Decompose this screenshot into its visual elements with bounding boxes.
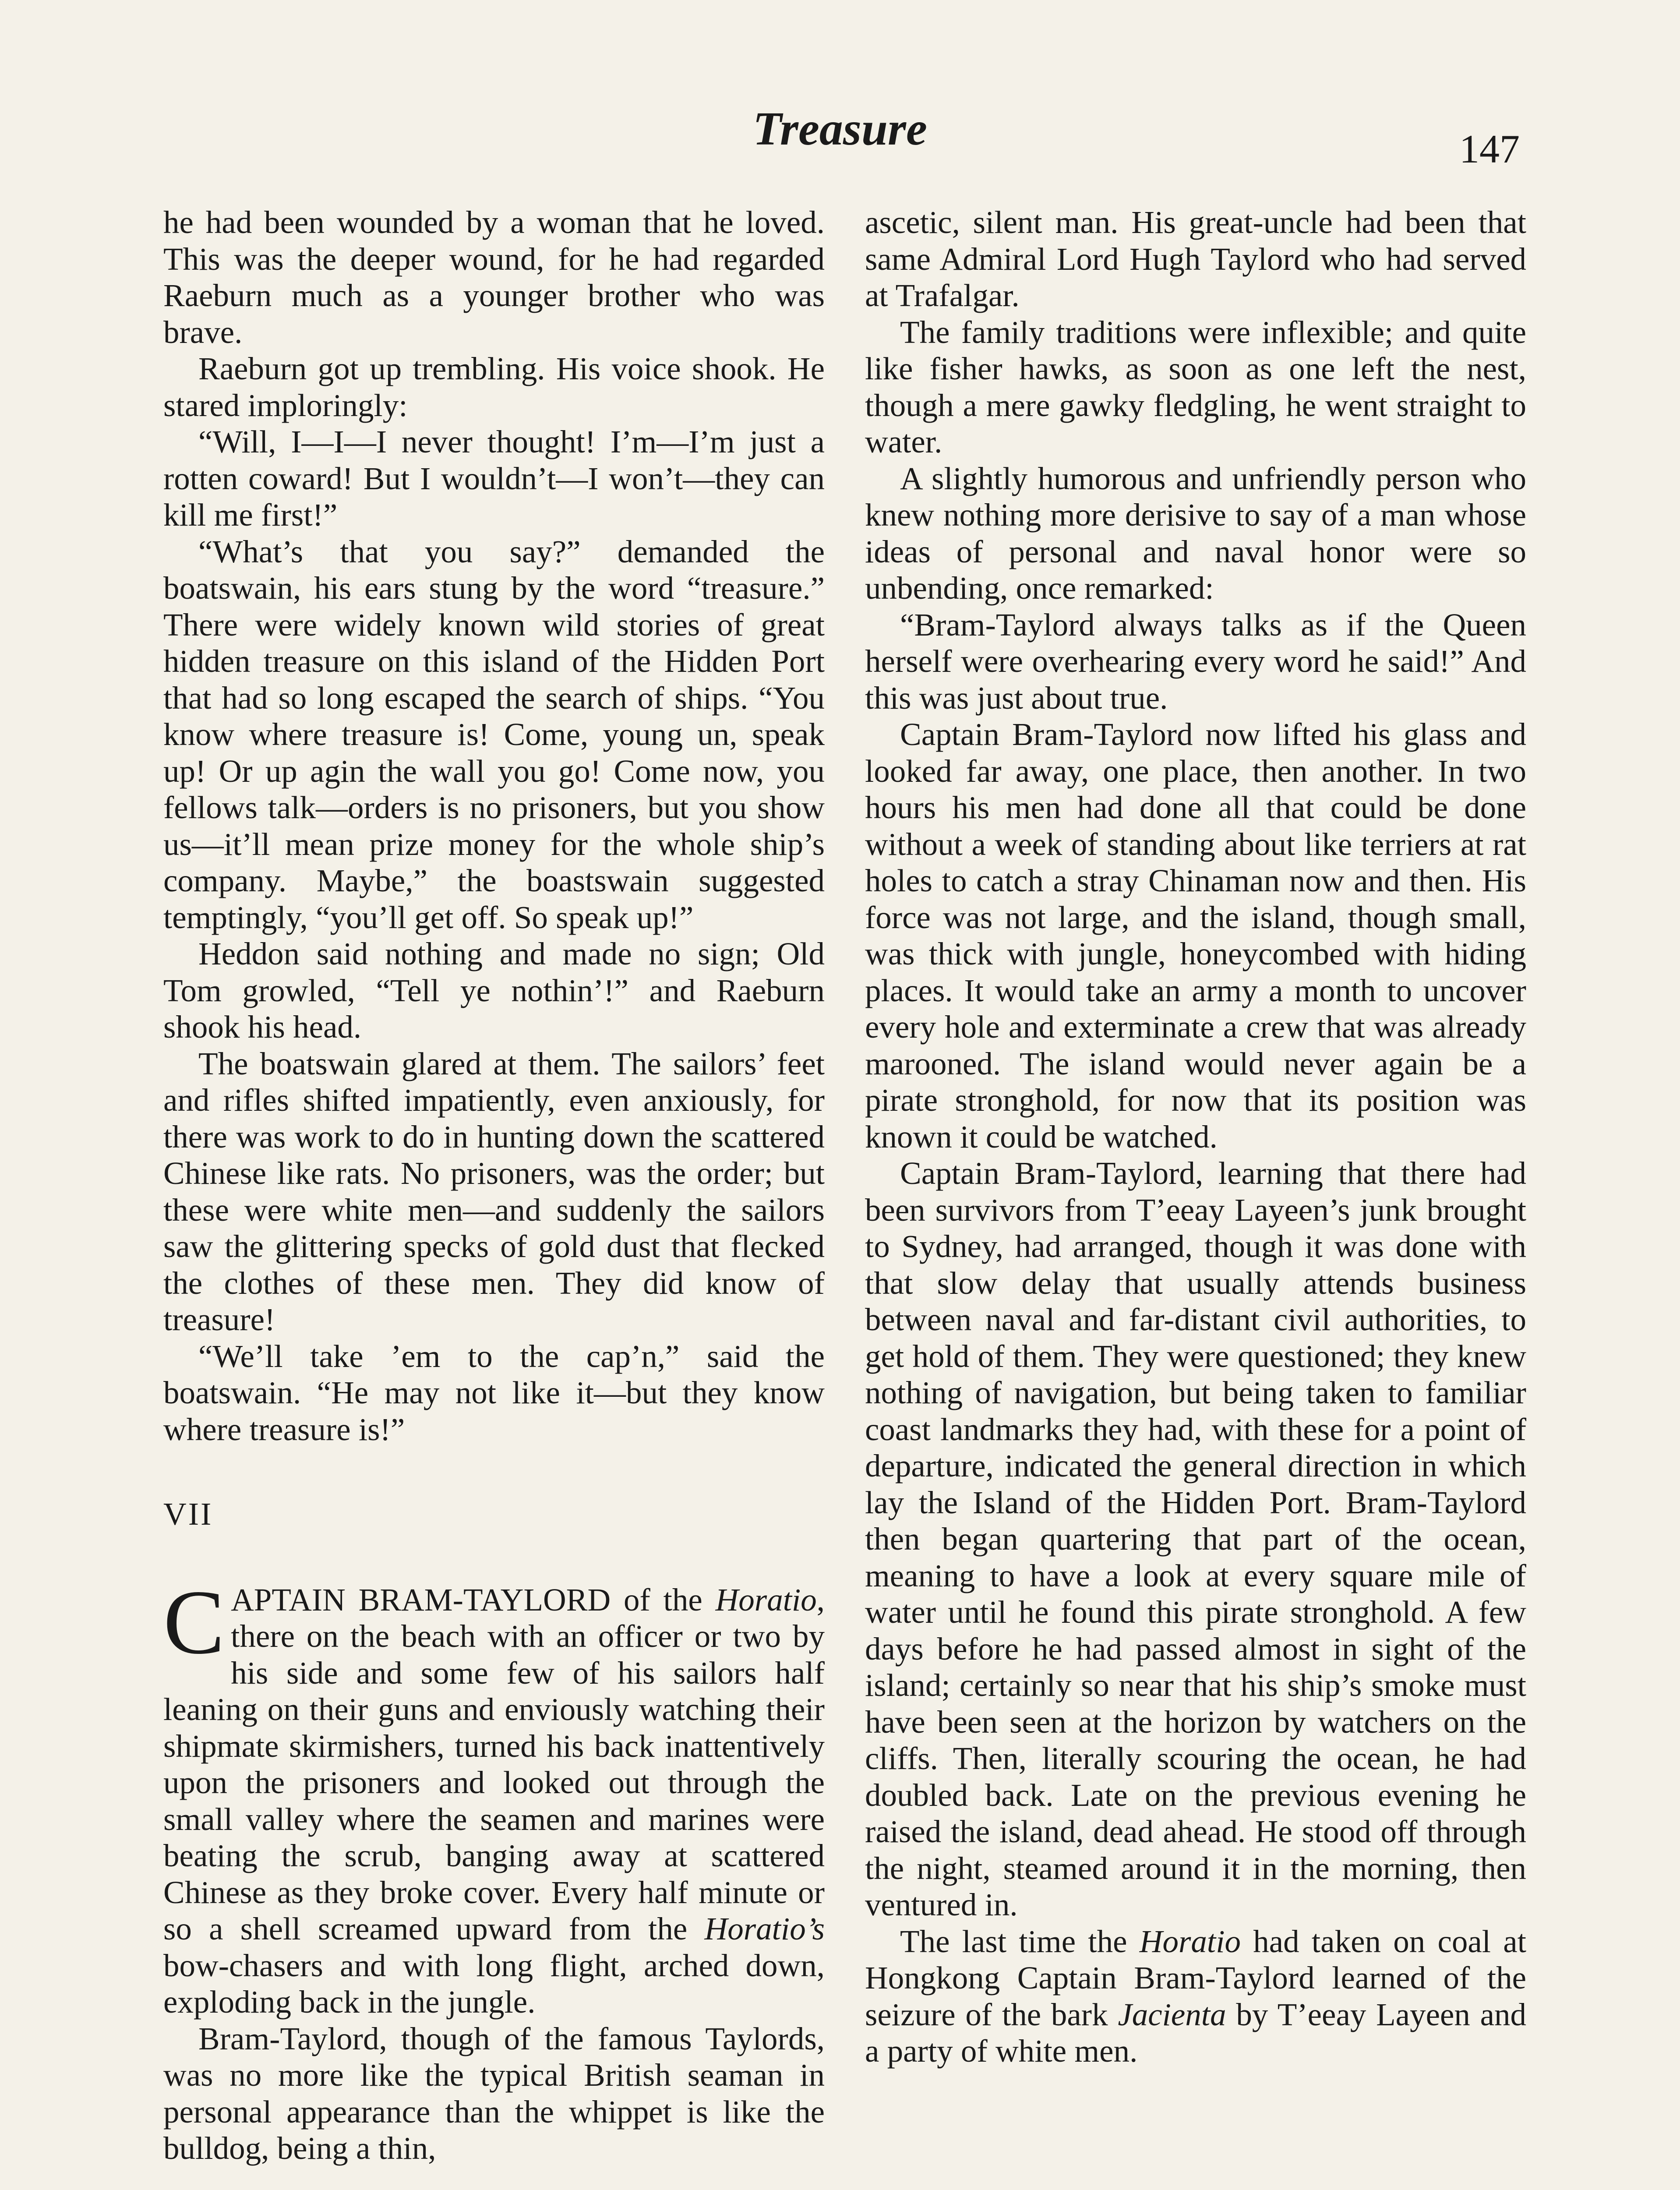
paragraph: Bram-Taylord, though of the famous Taylords, was no more like the typical British seaman in personal appearance than the whippet is like the bulldog, being a thin,	[163, 2020, 825, 2166]
paragraph	[865, 1923, 1526, 2070]
left-column	[163, 204, 825, 2167]
paragraph: “We’ll take ’em to the cap’n,” said the boatswain. “He may not like it—but they know where treasure is!”	[163, 1338, 825, 1447]
opening-text: , there on the beach with an officer or two by his side and some few of his sailors half leaning on their guns and enviously watching their shipmate skirmishers, turned his back inattentively upon the prisoners and looked out through the small valley where the seamen and marines were beating the scrub, banging away at scattered Chinese as they broke cover. Every half minute or so a shell screamed upward from the	[163, 1582, 825, 1946]
opening-text: bow-chasers and with long flight, arched down, exploding back in the jungle.	[163, 1947, 825, 2020]
paragraph: A slightly humorous and unfriendly person who knew nothing more derisive to say of a man whose ideas of personal and naval honor were so unbending, once remarked:	[865, 460, 1526, 606]
paragraph: The boatswain glared at them. The sailors’ feet and rifles shifted impatiently, even anxiously, for there was work to do in hunting down the scattered Chinese like rats. No prisoners, was the order; but these were white men—and suddenly the sailors saw the glittering specks of gold dust that flecked the clothes of these men. They did know of treasure!	[163, 1046, 825, 1337]
paragraph: “What’s that you say?” demanded the boatswain, his ears stung by the word “treasure.” There were widely known wild stories of great hidden treasure on this island of the Hidden Port that had so long escaped the search of ships. “You know where treasure is! Come, young un, speak up! Or up agin the wall you go! Come now, you fellows talk—orders is no prisoners, but you show us—it’ll mean prize money for the whole ship’s company. Maybe,” the boastswain suggested temptingly, “you’ll get off. So speak up!”	[163, 533, 825, 935]
paragraph: ascetic, silent man. His great-uncle had been that same Admiral Lord Hugh Taylord who had served at Trafalgar.	[865, 205, 1526, 313]
paragraph-text: had taken on coal at Hongkong Captain Bram-Taylord learned of the seizure of the bark	[865, 1923, 1526, 2032]
opening-text: of the	[611, 1582, 716, 1618]
ship-name-possessive: Horatio’s	[704, 1911, 825, 1946]
paragraph: The family traditions were inflexible; and quite like fisher hawks, as soon as one left the nest, though a mere gawky fledgling, he went straight to water.	[865, 314, 1526, 459]
paragraph-text: by T’eeay Layeen and a party of white men.	[865, 1996, 1527, 2069]
ship-name: Horatio	[1139, 1923, 1241, 1959]
paragraph: “Will, I—I—I never thought! I’m—I’m just a rotten coward! But I wouldn’t—I won’t—they can kill me first!”	[163, 424, 825, 533]
bark-name: Jacienta	[1118, 1996, 1226, 2032]
opening-paragraph	[163, 1571, 825, 2020]
section-numeral: VII	[163, 1496, 213, 1532]
paragraph-text: The last time the	[900, 1923, 1140, 1959]
paragraph: Captain Bram-Taylord now lifted his glass and looked far away, one place, then another. In two hours his men had done all that could be done without a week of standing about like terriers at rat holes to catch a stray Chinaman now and then. His force was not large, and the island, though small, was thick with jungle, honeycombed with hiding places. It would take an army a month to uncover every hole and exterminate a crew that was already marooned. The island would never again be a pirate stronghold, for now that its position was known it could be watched.	[865, 717, 1526, 1155]
opening-caps: APTAIN BRAM-TAYLORD	[231, 1582, 611, 1618]
right-column	[865, 204, 1526, 2070]
paragraph: Captain Bram-Taylord, learning that there had been survivors from T’eeay Layeen’s junk brought to Sydney, had arranged, though it was done with that slow delay that usually attends business between naval and far-distant civil authorities, to get hold of them. They were questioned; they knew nothing of navigation, but being taken to familiar coast landmarks they had, with these for a point of departure, indicated the general direction in which lay the Island of the Hidden Port. Bram-Taylord then began quartering that part of the ocean, meaning to have a look at every square mile of water until he found this pirate stronghold. A few days before he had passed almost in sight of the island; certainly so near that his ship’s smoke must have been seen at the horizon by watchers on the cliffs. Then, literally scouring the ocean, he had doubled back. Late on the previous evening he raised the island, dead ahead. He stood off through the night, steamed around it in the morning, then ventured in.	[865, 1155, 1526, 1922]
paragraph: “Bram-Taylord always talks as if the Queen herself were overhearing every word he said!” And this was just about true.	[865, 607, 1526, 716]
running-title: Treasure	[753, 103, 927, 155]
ship-name: Horatio	[715, 1582, 817, 1618]
paragraph: Raeburn got up trembling. His voice shook. He stared imploringly:	[163, 351, 825, 423]
paragraph: Heddon said nothing and made no sign; Old Tom growled, “Tell ye nothin’!” and Raeburn shook his head.	[163, 936, 825, 1045]
page-number: 147	[1459, 127, 1520, 171]
paragraph: he had been wounded by a woman that he loved. This was the deeper wound, for he had regarded Raeburn much as a younger brother who was brave.	[163, 205, 825, 350]
drop-cap: C	[163, 1571, 225, 1673]
